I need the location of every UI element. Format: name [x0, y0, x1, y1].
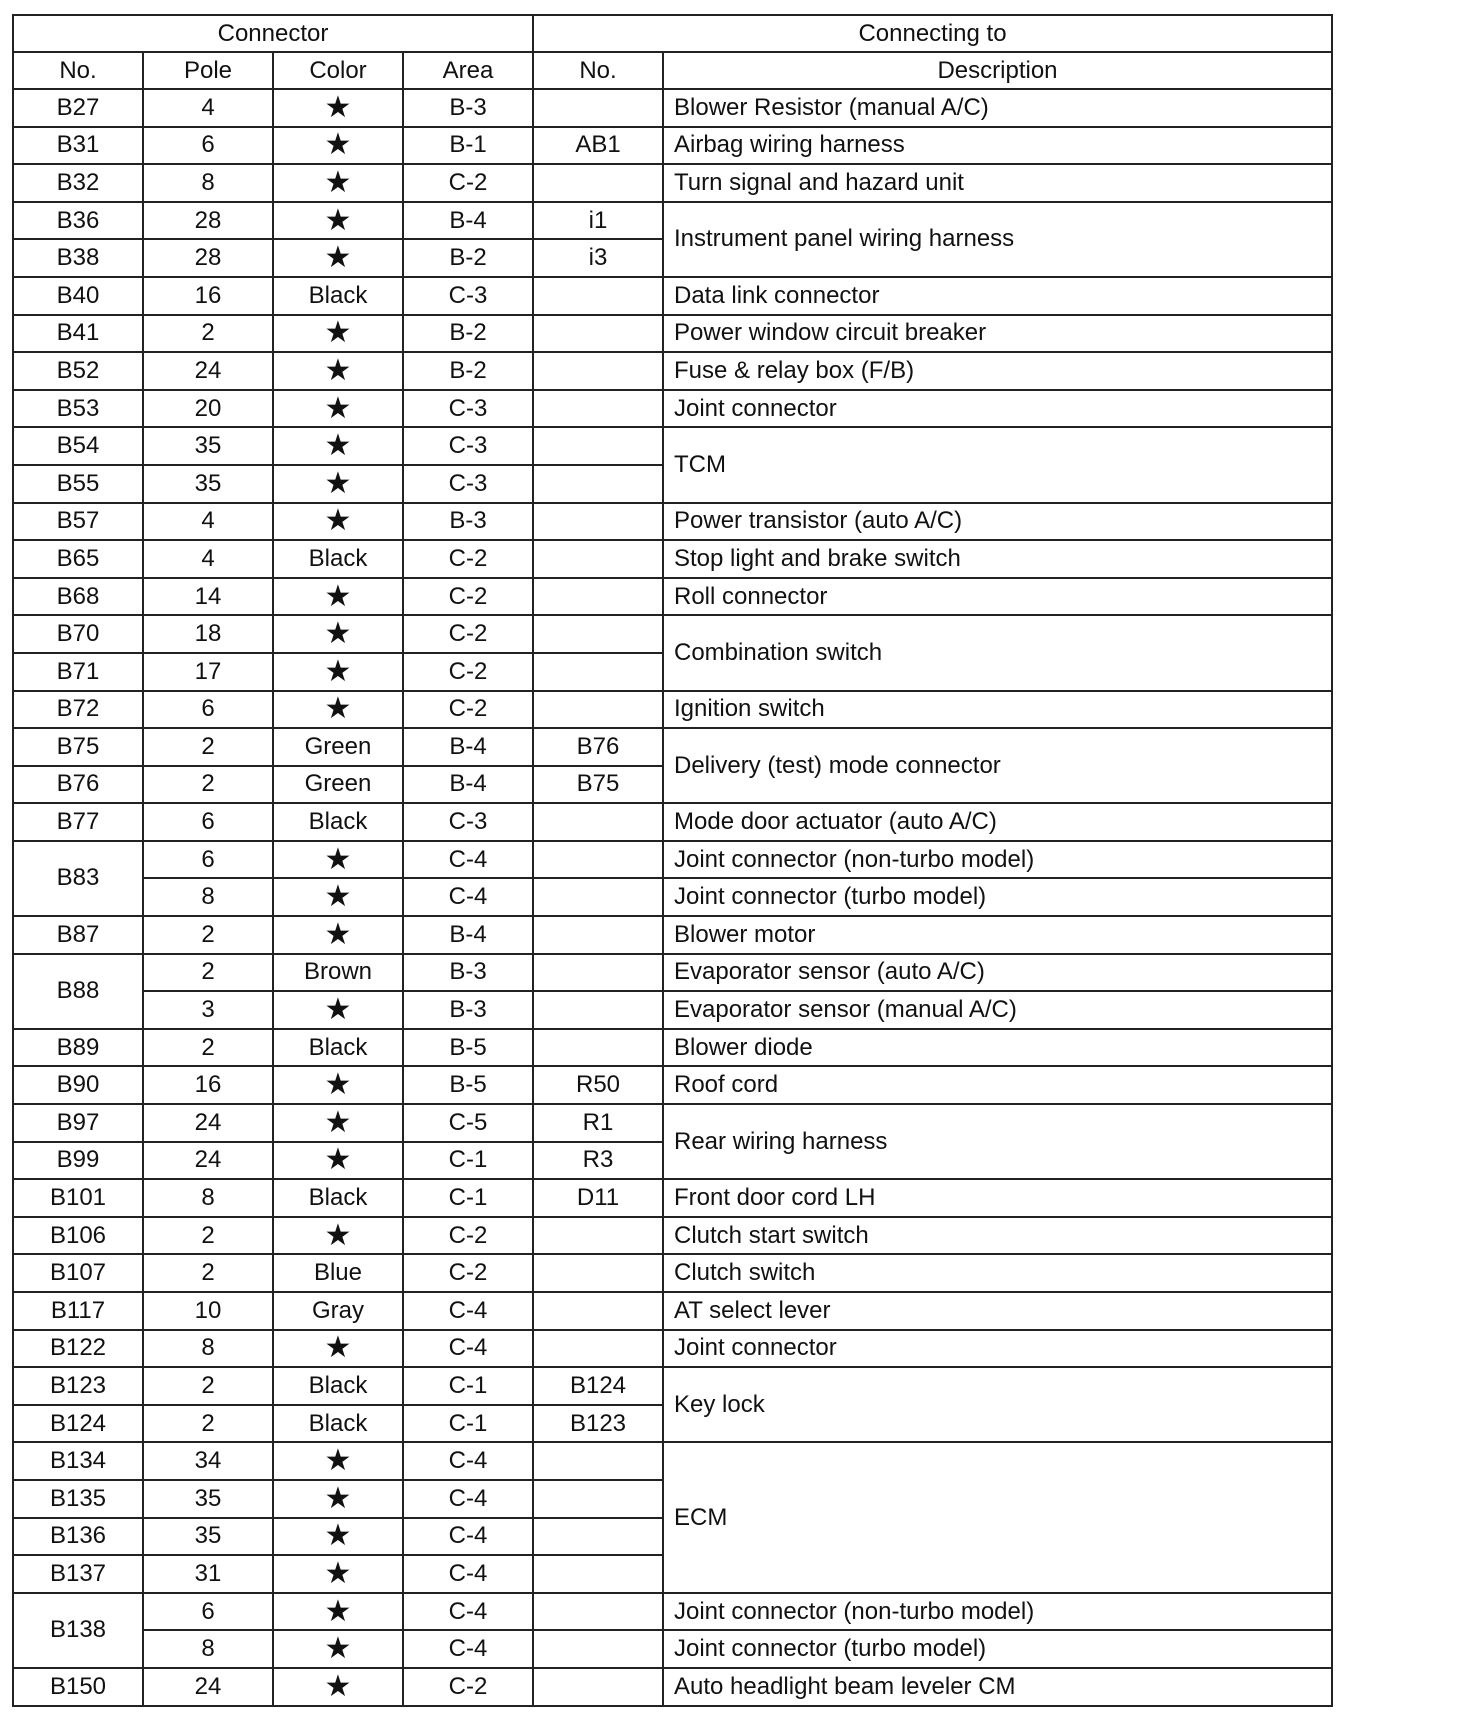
- pole-cell: 16: [143, 1066, 273, 1104]
- connector-table: [12, 14, 1333, 1707]
- header-description: Description: [663, 52, 1332, 89]
- table-row: [13, 315, 1332, 353]
- area-cell: C-2: [403, 691, 533, 729]
- color-star-icon: ★: [273, 465, 403, 503]
- area-cell: B-4: [403, 202, 533, 240]
- connector-no-cell: B57: [13, 503, 143, 541]
- connector-no-cell: B38: [13, 239, 143, 277]
- table-row: [13, 728, 1332, 766]
- pole-cell: 24: [143, 1104, 273, 1142]
- color-star-icon: ★: [273, 691, 403, 729]
- area-cell: C-2: [403, 578, 533, 616]
- connector-no-cell: B89: [13, 1029, 143, 1067]
- color-star-icon: ★: [273, 916, 403, 954]
- connecting-no-cell: B75: [533, 766, 663, 804]
- area-cell: B-3: [403, 991, 533, 1029]
- description-cell: Turn signal and hazard unit: [663, 164, 1332, 202]
- pole-cell: 35: [143, 465, 273, 503]
- color-star-icon: ★: [273, 1104, 403, 1142]
- color-star-icon: ★: [273, 239, 403, 277]
- connector-no-cell: B101: [13, 1179, 143, 1217]
- color-star-icon: ★: [273, 1668, 403, 1706]
- pole-cell: 28: [143, 202, 273, 240]
- description-cell: Data link connector: [663, 277, 1332, 315]
- table-row: [13, 991, 1332, 1029]
- description-cell: Blower diode: [663, 1029, 1332, 1067]
- connecting-no-cell: [533, 691, 663, 729]
- pole-cell: 2: [143, 728, 273, 766]
- table-row: [13, 164, 1332, 202]
- color-star-icon: ★: [273, 578, 403, 616]
- connecting-no-cell: [533, 1555, 663, 1593]
- header-no: No.: [13, 52, 143, 89]
- description-cell: Front door cord LH: [663, 1179, 1332, 1217]
- connector-no-cell: B41: [13, 315, 143, 353]
- connector-no-cell: B138: [13, 1593, 143, 1668]
- connecting-no-cell: [533, 315, 663, 353]
- area-cell: B-5: [403, 1066, 533, 1104]
- color-star-icon: ★: [273, 352, 403, 390]
- color-star-icon: ★: [273, 615, 403, 653]
- description-cell: ECM: [663, 1442, 1332, 1592]
- pole-cell: 2: [143, 954, 273, 992]
- table-row: [13, 1217, 1332, 1255]
- description-cell: Joint connector (turbo model): [663, 878, 1332, 916]
- connecting-no-cell: B76: [533, 728, 663, 766]
- connecting-no-cell: [533, 164, 663, 202]
- pole-cell: 28: [143, 239, 273, 277]
- connector-no-cell: B36: [13, 202, 143, 240]
- connector-no-cell: B117: [13, 1292, 143, 1330]
- description-cell: AT select lever: [663, 1292, 1332, 1330]
- color-star-icon: ★: [273, 1480, 403, 1518]
- area-cell: C-4: [403, 1630, 533, 1668]
- description-cell: Rear wiring harness: [663, 1104, 1332, 1179]
- area-cell: C-3: [403, 277, 533, 315]
- color-star-icon: ★: [273, 427, 403, 465]
- pole-cell: 2: [143, 916, 273, 954]
- area-cell: C-5: [403, 1104, 533, 1142]
- connecting-no-cell: [533, 803, 663, 841]
- area-cell: C-3: [403, 465, 533, 503]
- pole-cell: 2: [143, 1405, 273, 1443]
- connector-no-cell: B150: [13, 1668, 143, 1706]
- description-cell: Delivery (test) mode connector: [663, 728, 1332, 803]
- area-cell: C-4: [403, 1330, 533, 1368]
- area-cell: C-4: [403, 1593, 533, 1631]
- color-cell: Black: [273, 803, 403, 841]
- pole-cell: 20: [143, 390, 273, 428]
- pole-cell: 24: [143, 1668, 273, 1706]
- connector-no-cell: B70: [13, 615, 143, 653]
- color-cell: Gray: [273, 1292, 403, 1330]
- connector-no-cell: B54: [13, 427, 143, 465]
- description-cell: Airbag wiring harness: [663, 127, 1332, 165]
- pole-cell: 2: [143, 1217, 273, 1255]
- table-row: [13, 578, 1332, 616]
- connector-no-cell: B32: [13, 164, 143, 202]
- connecting-no-cell: [533, 427, 663, 465]
- color-star-icon: ★: [273, 1066, 403, 1104]
- connector-no-cell: B71: [13, 653, 143, 691]
- table-row: [13, 1292, 1332, 1330]
- connecting-no-cell: B123: [533, 1405, 663, 1443]
- connecting-no-cell: [533, 1217, 663, 1255]
- area-cell: C-4: [403, 841, 533, 879]
- table-row: [13, 89, 1332, 127]
- color-star-icon: ★: [273, 127, 403, 165]
- pole-cell: 8: [143, 164, 273, 202]
- header-color: Color: [273, 52, 403, 89]
- color-star-icon: ★: [273, 991, 403, 1029]
- table-row: [13, 127, 1332, 165]
- area-cell: C-2: [403, 1668, 533, 1706]
- connector-no-cell: B123: [13, 1367, 143, 1405]
- description-cell: TCM: [663, 427, 1332, 502]
- pole-cell: 2: [143, 1029, 273, 1067]
- connector-no-cell: B68: [13, 578, 143, 616]
- color-star-icon: ★: [273, 1630, 403, 1668]
- area-cell: C-2: [403, 164, 533, 202]
- connecting-no-cell: [533, 352, 663, 390]
- color-cell: Black: [273, 277, 403, 315]
- color-star-icon: ★: [273, 89, 403, 127]
- description-cell: Clutch start switch: [663, 1217, 1332, 1255]
- description-cell: Ignition switch: [663, 691, 1332, 729]
- pole-cell: 35: [143, 427, 273, 465]
- connector-no-cell: B135: [13, 1480, 143, 1518]
- area-cell: B-3: [403, 89, 533, 127]
- area-cell: C-3: [403, 390, 533, 428]
- connector-no-cell: B31: [13, 127, 143, 165]
- connector-no-cell: B55: [13, 465, 143, 503]
- description-cell: Instrument panel wiring harness: [663, 202, 1332, 277]
- connector-no-cell: B97: [13, 1104, 143, 1142]
- description-cell: Stop light and brake switch: [663, 540, 1332, 578]
- color-star-icon: ★: [273, 164, 403, 202]
- description-cell: Evaporator sensor (auto A/C): [663, 954, 1332, 992]
- area-cell: B-1: [403, 127, 533, 165]
- table-row: [13, 277, 1332, 315]
- header-connector: Connector: [13, 15, 533, 52]
- description-cell: Roll connector: [663, 578, 1332, 616]
- table-row: [13, 427, 1332, 465]
- pole-cell: 6: [143, 127, 273, 165]
- connector-no-cell: B83: [13, 841, 143, 916]
- connecting-no-cell: R1: [533, 1104, 663, 1142]
- connecting-no-cell: [533, 277, 663, 315]
- header-connecting-to: Connecting to: [533, 15, 1332, 52]
- color-star-icon: ★: [273, 1330, 403, 1368]
- table-row: [13, 691, 1332, 729]
- area-cell: B-3: [403, 954, 533, 992]
- area-cell: B-3: [403, 503, 533, 541]
- header-area: Area: [403, 52, 533, 89]
- table-row: [13, 390, 1332, 428]
- pole-cell: 35: [143, 1480, 273, 1518]
- area-cell: C-2: [403, 1254, 533, 1292]
- connector-no-cell: B99: [13, 1142, 143, 1180]
- connecting-no-cell: R3: [533, 1142, 663, 1180]
- area-cell: C-4: [403, 878, 533, 916]
- color-star-icon: ★: [273, 202, 403, 240]
- table-row: [13, 916, 1332, 954]
- area-cell: C-3: [403, 427, 533, 465]
- pole-cell: 8: [143, 1630, 273, 1668]
- description-cell: Blower Resistor (manual A/C): [663, 89, 1332, 127]
- description-cell: Clutch switch: [663, 1254, 1332, 1292]
- pole-cell: 31: [143, 1555, 273, 1593]
- pole-cell: 2: [143, 1367, 273, 1405]
- pole-cell: 6: [143, 691, 273, 729]
- pole-cell: 4: [143, 89, 273, 127]
- pole-cell: 34: [143, 1442, 273, 1480]
- description-cell: Key lock: [663, 1367, 1332, 1442]
- area-cell: C-4: [403, 1518, 533, 1556]
- pole-cell: 17: [143, 653, 273, 691]
- area-cell: C-4: [403, 1555, 533, 1593]
- color-cell: Black: [273, 1179, 403, 1217]
- connector-no-cell: B72: [13, 691, 143, 729]
- color-star-icon: ★: [273, 1593, 403, 1631]
- table-row: [13, 841, 1332, 879]
- area-cell: C-1: [403, 1179, 533, 1217]
- header-connecting-no: No.: [533, 52, 663, 89]
- area-cell: B-2: [403, 352, 533, 390]
- table-row: [13, 1330, 1332, 1368]
- connecting-no-cell: [533, 540, 663, 578]
- color-star-icon: ★: [273, 1518, 403, 1556]
- color-star-icon: ★: [273, 1555, 403, 1593]
- pole-cell: 8: [143, 878, 273, 916]
- description-cell: Joint connector (non-turbo model): [663, 1593, 1332, 1631]
- table-row: [13, 1367, 1332, 1405]
- table-row: [13, 1442, 1332, 1480]
- color-star-icon: ★: [273, 841, 403, 879]
- table-row: [13, 503, 1332, 541]
- description-cell: Power transistor (auto A/C): [663, 503, 1332, 541]
- pole-cell: 3: [143, 991, 273, 1029]
- color-cell: Black: [273, 1029, 403, 1067]
- description-cell: Power window circuit breaker: [663, 315, 1332, 353]
- connecting-no-cell: [533, 1254, 663, 1292]
- connecting-no-cell: D11: [533, 1179, 663, 1217]
- color-cell: Green: [273, 766, 403, 804]
- area-cell: C-4: [403, 1480, 533, 1518]
- table-row: [13, 1593, 1332, 1631]
- pole-cell: 2: [143, 766, 273, 804]
- color-cell: Black: [273, 1367, 403, 1405]
- color-star-icon: ★: [273, 390, 403, 428]
- connecting-no-cell: [533, 503, 663, 541]
- pole-cell: 4: [143, 503, 273, 541]
- area-cell: B-5: [403, 1029, 533, 1067]
- description-cell: Joint connector: [663, 390, 1332, 428]
- connecting-no-cell: [533, 578, 663, 616]
- connecting-no-cell: [533, 991, 663, 1029]
- connector-table-body: [13, 15, 1332, 1706]
- connector-no-cell: B122: [13, 1330, 143, 1368]
- area-cell: C-2: [403, 653, 533, 691]
- column-header-row: [13, 52, 1332, 89]
- connecting-no-cell: [533, 1292, 663, 1330]
- color-cell: Green: [273, 728, 403, 766]
- color-cell: Black: [273, 1405, 403, 1443]
- connector-no-cell: B134: [13, 1442, 143, 1480]
- pole-cell: 24: [143, 1142, 273, 1180]
- connector-no-cell: B40: [13, 277, 143, 315]
- connecting-no-cell: [533, 89, 663, 127]
- table-row: [13, 1630, 1332, 1668]
- pole-cell: 8: [143, 1179, 273, 1217]
- connector-no-cell: B75: [13, 728, 143, 766]
- table-row: [13, 540, 1332, 578]
- color-star-icon: ★: [273, 1142, 403, 1180]
- table-row: [13, 878, 1332, 916]
- area-cell: C-2: [403, 540, 533, 578]
- pole-cell: 10: [143, 1292, 273, 1330]
- connector-no-cell: B65: [13, 540, 143, 578]
- connector-no-cell: B137: [13, 1555, 143, 1593]
- pole-cell: 8: [143, 1330, 273, 1368]
- area-cell: C-2: [403, 1217, 533, 1255]
- table-row: [13, 1029, 1332, 1067]
- connecting-no-cell: [533, 1630, 663, 1668]
- connector-no-cell: B136: [13, 1518, 143, 1556]
- area-cell: B-4: [403, 766, 533, 804]
- description-cell: Joint connector (non-turbo model): [663, 841, 1332, 879]
- table-row: [13, 202, 1332, 240]
- color-star-icon: ★: [273, 1217, 403, 1255]
- area-cell: C-2: [403, 615, 533, 653]
- description-cell: Blower motor: [663, 916, 1332, 954]
- description-cell: Joint connector: [663, 1330, 1332, 1368]
- group-header-row: [13, 15, 1332, 52]
- table-row: [13, 1066, 1332, 1104]
- area-cell: C-4: [403, 1292, 533, 1330]
- connecting-no-cell: [533, 1668, 663, 1706]
- table-row: [13, 1104, 1332, 1142]
- area-cell: B-4: [403, 916, 533, 954]
- pole-cell: 2: [143, 1254, 273, 1292]
- color-cell: Brown: [273, 954, 403, 992]
- connector-no-cell: B87: [13, 916, 143, 954]
- connecting-no-cell: B124: [533, 1367, 663, 1405]
- area-cell: C-1: [403, 1142, 533, 1180]
- description-cell: Auto headlight beam leveler CM: [663, 1668, 1332, 1706]
- color-star-icon: ★: [273, 653, 403, 691]
- color-star-icon: ★: [273, 878, 403, 916]
- area-cell: C-1: [403, 1367, 533, 1405]
- description-cell: Combination switch: [663, 615, 1332, 690]
- connecting-no-cell: [533, 1518, 663, 1556]
- connector-no-cell: B90: [13, 1066, 143, 1104]
- pole-cell: 24: [143, 352, 273, 390]
- connector-no-cell: B52: [13, 352, 143, 390]
- connecting-no-cell: [533, 878, 663, 916]
- description-cell: Roof cord: [663, 1066, 1332, 1104]
- description-cell: Mode door actuator (auto A/C): [663, 803, 1332, 841]
- connecting-no-cell: [533, 916, 663, 954]
- connecting-no-cell: [533, 1029, 663, 1067]
- color-cell: Black: [273, 540, 403, 578]
- table-row: [13, 1668, 1332, 1706]
- table-row: [13, 1179, 1332, 1217]
- area-cell: C-4: [403, 1442, 533, 1480]
- connecting-no-cell: [533, 1330, 663, 1368]
- connector-no-cell: B106: [13, 1217, 143, 1255]
- connecting-no-cell: [533, 390, 663, 428]
- color-cell: Blue: [273, 1254, 403, 1292]
- table-row: [13, 352, 1332, 390]
- connecting-no-cell: [533, 1442, 663, 1480]
- table-row: [13, 1254, 1332, 1292]
- connector-no-cell: B107: [13, 1254, 143, 1292]
- description-cell: Joint connector (turbo model): [663, 1630, 1332, 1668]
- connecting-no-cell: R50: [533, 1066, 663, 1104]
- connecting-no-cell: i1: [533, 202, 663, 240]
- connecting-no-cell: [533, 841, 663, 879]
- connector-no-cell: B124: [13, 1405, 143, 1443]
- header-pole: Pole: [143, 52, 273, 89]
- pole-cell: 35: [143, 1518, 273, 1556]
- pole-cell: 6: [143, 841, 273, 879]
- connecting-no-cell: [533, 615, 663, 653]
- connecting-no-cell: i3: [533, 239, 663, 277]
- area-cell: C-3: [403, 803, 533, 841]
- connecting-no-cell: [533, 1593, 663, 1631]
- area-cell: C-1: [403, 1405, 533, 1443]
- connector-no-cell: B27: [13, 89, 143, 127]
- pole-cell: 4: [143, 540, 273, 578]
- pole-cell: 2: [143, 315, 273, 353]
- area-cell: B-2: [403, 239, 533, 277]
- connecting-no-cell: [533, 653, 663, 691]
- pole-cell: 14: [143, 578, 273, 616]
- pole-cell: 6: [143, 1593, 273, 1631]
- table-row: [13, 615, 1332, 653]
- connector-no-cell: B88: [13, 954, 143, 1029]
- area-cell: B-4: [403, 728, 533, 766]
- table-row: [13, 954, 1332, 992]
- pole-cell: 16: [143, 277, 273, 315]
- pole-cell: 18: [143, 615, 273, 653]
- color-star-icon: ★: [273, 503, 403, 541]
- connector-no-cell: B76: [13, 766, 143, 804]
- connecting-no-cell: AB1: [533, 127, 663, 165]
- connecting-no-cell: [533, 1480, 663, 1518]
- connecting-no-cell: [533, 465, 663, 503]
- area-cell: B-2: [403, 315, 533, 353]
- pole-cell: 6: [143, 803, 273, 841]
- description-cell: Evaporator sensor (manual A/C): [663, 991, 1332, 1029]
- description-cell: Fuse & relay box (F/B): [663, 352, 1332, 390]
- color-star-icon: ★: [273, 1442, 403, 1480]
- connector-no-cell: B77: [13, 803, 143, 841]
- color-star-icon: ★: [273, 315, 403, 353]
- table-row: [13, 803, 1332, 841]
- connector-no-cell: B53: [13, 390, 143, 428]
- connecting-no-cell: [533, 954, 663, 992]
